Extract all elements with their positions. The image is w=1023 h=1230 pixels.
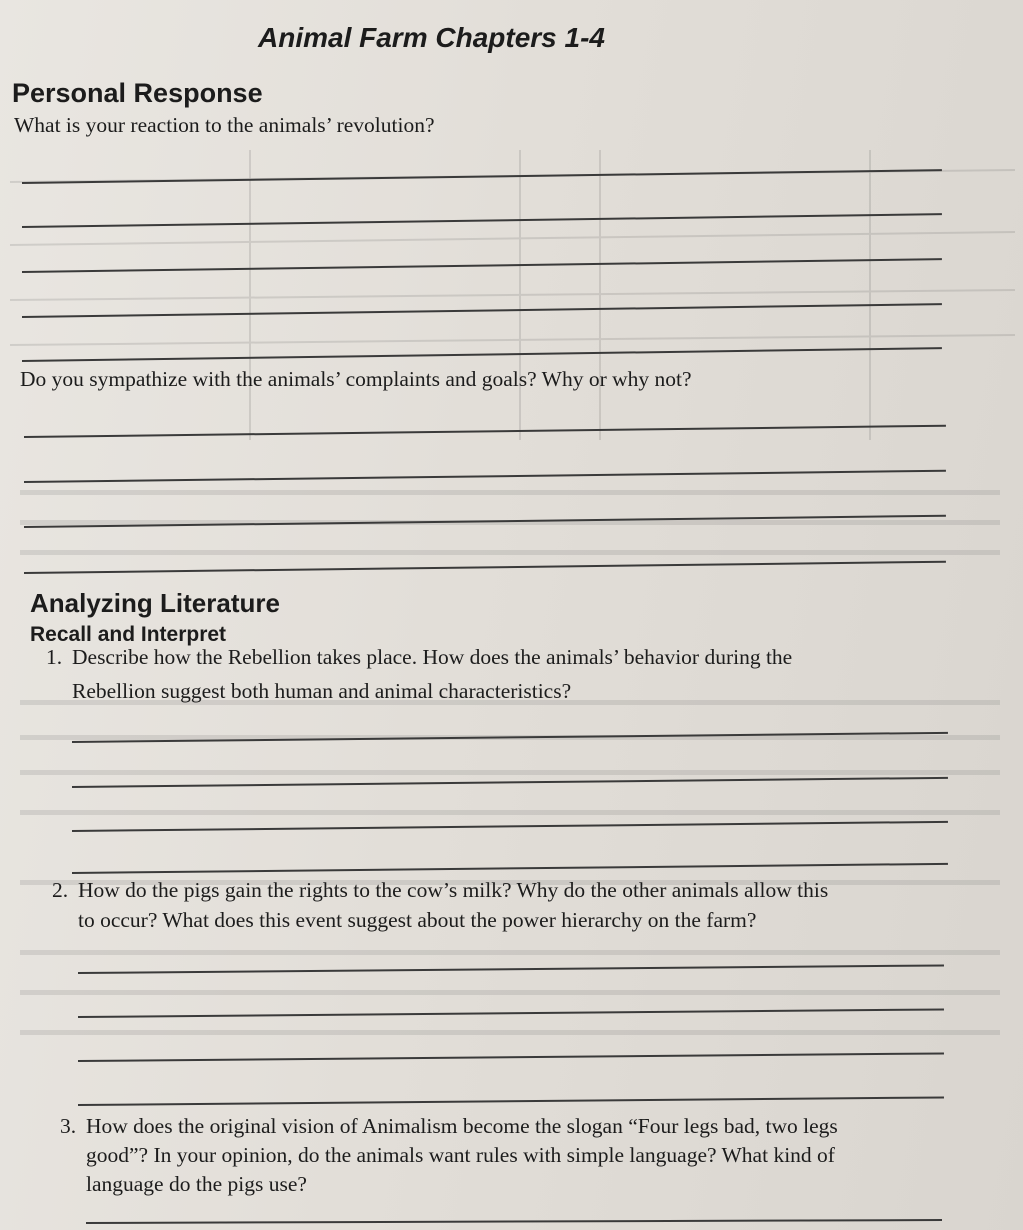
- answer-line[interactable]: [72, 732, 948, 743]
- answer-line[interactable]: [78, 1052, 944, 1062]
- answer-line[interactable]: [22, 169, 942, 184]
- answer-line[interactable]: [24, 470, 946, 483]
- personal-response-heading: Personal Response: [12, 78, 263, 108]
- question-number: 1.: [46, 645, 63, 669]
- answer-line[interactable]: [78, 1096, 944, 1106]
- question-1-continued: Rebellion suggest both human and animal characteristics?: [72, 679, 572, 703]
- answer-line[interactable]: [86, 1219, 942, 1224]
- question-2-continued: to occur? What does this event suggest about the power hierarchy on the farm?: [78, 908, 757, 932]
- answer-line[interactable]: [72, 821, 948, 832]
- answer-line[interactable]: [78, 964, 944, 974]
- answer-line[interactable]: [72, 863, 948, 874]
- question-3: [60, 1114, 838, 1139]
- question-sympathize: Do you sympathize with the animals’ complaints and goals? Why or why not?: [20, 367, 692, 391]
- answer-line[interactable]: [22, 258, 942, 273]
- answer-line[interactable]: [78, 1008, 944, 1018]
- question-1: [46, 645, 792, 670]
- answer-line[interactable]: [22, 303, 942, 318]
- question-number: 2.: [52, 878, 69, 902]
- question-2: [52, 878, 828, 903]
- answer-line[interactable]: [72, 777, 948, 788]
- recall-interpret-heading: Recall and Interpret: [30, 623, 227, 646]
- question-3-continued: good”? In your opinion, do the animals want rules with simple language? What kind of: [86, 1143, 835, 1167]
- question-3-continued: language do the pigs use?: [86, 1172, 307, 1196]
- answer-line[interactable]: [24, 515, 946, 528]
- answer-line[interactable]: [22, 347, 942, 362]
- question-reaction: What is your reaction to the animals’ revolution?: [14, 113, 435, 137]
- question-text: How does the original vision of Animalism become the slogan “Four legs bad, two legs: [86, 1114, 838, 1138]
- answer-line[interactable]: [24, 425, 946, 438]
- answer-line[interactable]: [24, 561, 946, 574]
- analyzing-literature-heading: Analyzing Literature: [30, 588, 280, 618]
- worksheet-title: Animal Farm Chapters 1-4: [258, 22, 605, 53]
- question-text: Describe how the Rebellion takes place. How does the animals’ behavior during the: [72, 645, 793, 669]
- answer-line[interactable]: [22, 213, 942, 228]
- question-text: How do the pigs gain the rights to the cow’s milk? Why do the other animals allow this: [78, 878, 829, 902]
- question-number: 3.: [60, 1114, 77, 1138]
